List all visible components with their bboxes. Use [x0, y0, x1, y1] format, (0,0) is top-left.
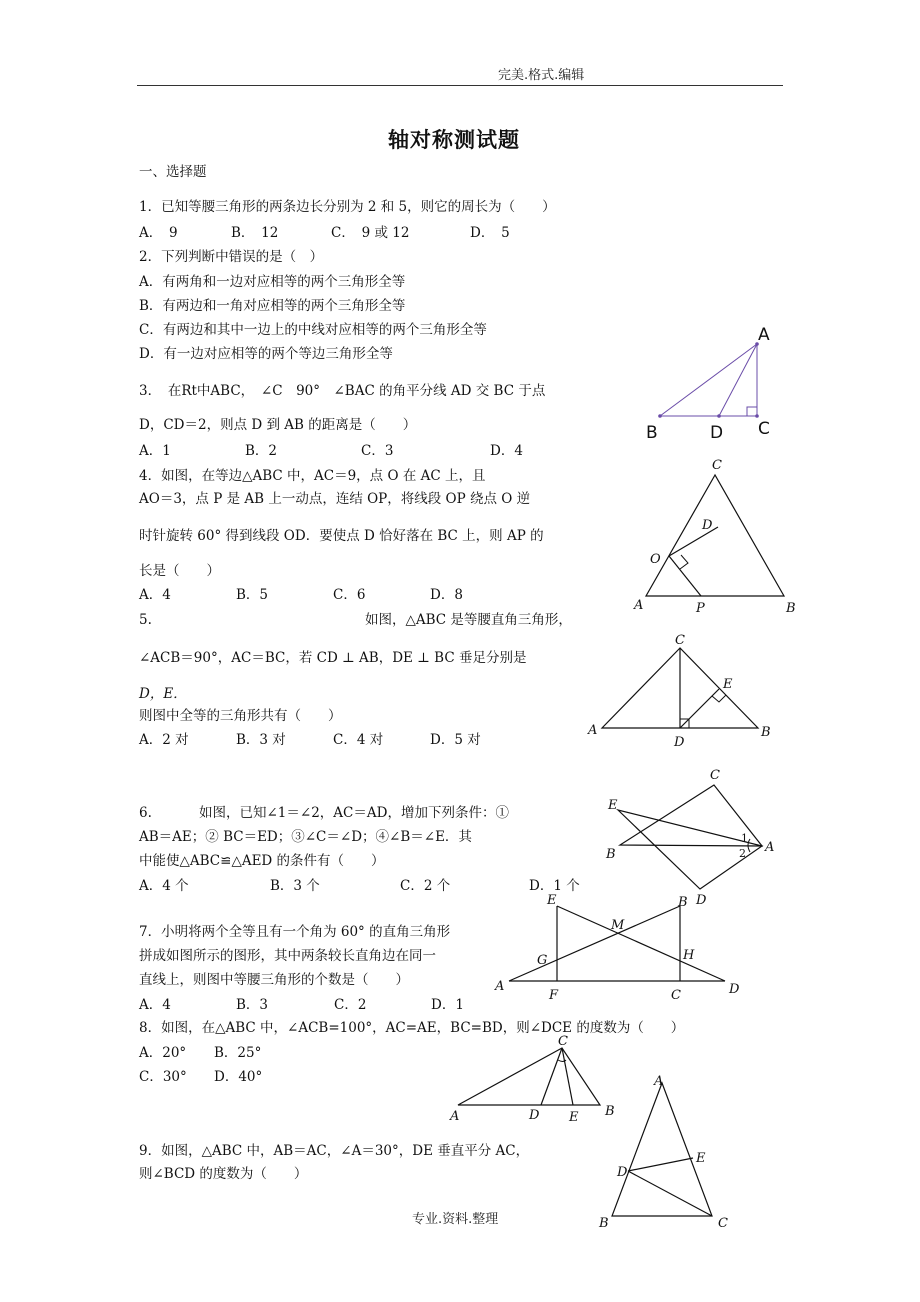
q4-figure: [628, 455, 798, 620]
q1-option-d: D． 5: [470, 225, 510, 241]
q2-option-c: C．有两边和其中一边上的中线对应相等的两个三角形全等: [139, 322, 487, 338]
q9-label-d: D: [617, 1165, 628, 1180]
q7-label-g: G: [537, 953, 548, 968]
q5-option-b: B．3 对: [236, 732, 286, 748]
q4-line1: 4．如图，在等边△ABC 中，AC＝9，点 O 在 AC 上，且: [139, 468, 486, 484]
q7-line2: 拼成如图所示的图形，其中两条较长直角边在同一: [139, 948, 436, 964]
q6-line2: AB＝AE；② BC＝ED；③∠C＝∠D；④∠B＝∠E．其: [139, 829, 472, 845]
q8-option-c: C．30°: [139, 1069, 187, 1085]
q8-option-a: A．20°: [139, 1045, 187, 1061]
q8-stem: 8．如图，在△ABC 中，∠ACB=100°，AC=AE，BC=BD，则∠DCE 的度数为（ ）: [139, 1020, 685, 1036]
q7-line3: 直线上，则图中等腰三角形的个数是（ ）: [139, 972, 409, 988]
q6-option-d: D．1 个: [529, 878, 580, 894]
section-heading: 一、选择题: [139, 164, 207, 180]
q5-label-c: C: [675, 633, 685, 648]
q6-line1: 如图，已知∠1＝∠2，AC＝AD，增加下列条件：①: [199, 805, 509, 821]
q7-option-b: B．3: [236, 997, 269, 1013]
q5-line3: D，E．: [139, 686, 187, 702]
q9-label-a: A: [654, 1074, 664, 1089]
q7-option-d: D．1: [431, 997, 464, 1013]
q7-label-m: M: [611, 918, 625, 933]
q3-label-d: D: [710, 423, 724, 443]
q4-option-c: C．6: [333, 587, 366, 603]
q5-label-b: B: [761, 725, 771, 740]
q4-option-a: A．4: [139, 587, 171, 603]
q7-label-d: D: [729, 982, 740, 997]
q5-line1: 如图，△ABC 是等腰直角三角形，: [365, 612, 572, 628]
q6-label-1: 1: [741, 832, 748, 845]
q9-label-b: B: [599, 1216, 609, 1231]
q8-option-d: D．40°: [214, 1069, 263, 1085]
q3-option-a: A．1: [139, 443, 171, 459]
q5-figure: [584, 630, 784, 750]
q5-label-d: D: [674, 735, 685, 750]
q6-line3: 中能使△ABC≌△AED 的条件有（ ）: [139, 853, 385, 869]
q6-label-2: 2: [739, 847, 746, 860]
header-text: 完美.格式.编辑: [498, 68, 585, 83]
q9-line1: 9．如图，△ABC 中，AB＝AC，∠A＝30°，DE 垂直平分 AC，: [139, 1143, 530, 1159]
q7-label-h: H: [683, 948, 695, 963]
q6-figure: [600, 765, 785, 910]
q3-label-b: B: [646, 423, 658, 443]
q6-label-a: A: [765, 840, 775, 855]
q7-option-c: C．2: [334, 997, 367, 1013]
q8-label-c: C: [558, 1034, 568, 1049]
footer-text: 专业.资料.整理: [412, 1212, 499, 1227]
q7-label-f: F: [549, 988, 559, 1003]
q6-label-b: B: [606, 847, 616, 862]
q5-number: 5.: [139, 612, 152, 628]
q6-label-d: D: [696, 893, 707, 908]
q7-option-a: A．4: [139, 997, 171, 1013]
q4-option-d: D．8: [430, 587, 463, 603]
q7-label-b: B: [678, 895, 688, 910]
q7-figure: [495, 890, 755, 1005]
q8-label-a: A: [450, 1109, 460, 1124]
q6-option-b: B．3 个: [270, 878, 320, 894]
q1-option-c: C． 9 或 12: [331, 225, 410, 241]
q5-line2: ∠ACB＝90°，AC＝BC，若 CD ⊥ AB，DE ⊥ BC 垂足分别是: [139, 650, 527, 666]
q6-label-e: E: [608, 798, 618, 813]
q9-line2: 则∠BCD 的度数为（ ）: [139, 1166, 308, 1182]
q3-option-d: D．4: [490, 443, 523, 459]
q8-label-e: E: [569, 1110, 579, 1125]
q4-label-d: D: [702, 518, 713, 533]
q5-option-a: A．2 对: [139, 732, 189, 748]
q4-label-b: B: [786, 601, 796, 616]
q4-label-a: A: [634, 598, 644, 613]
q3-option-b: B．2: [245, 443, 278, 459]
q1-option-a: A． 9: [139, 225, 178, 241]
q3-option-c: C．3: [361, 443, 394, 459]
q5-label-e: E: [723, 677, 733, 692]
q3-label-a: A: [758, 325, 770, 345]
q1-option-b: B． 12: [231, 225, 279, 241]
q4-line4: 长是（ ）: [139, 563, 220, 579]
q9-figure: [592, 1065, 742, 1235]
q6-option-a: A．4 个: [139, 878, 189, 894]
q7-line1: 7．小明将两个全等且有一个角为 60° 的直角三角形: [139, 924, 451, 940]
q6-number: 6.: [139, 805, 152, 821]
q7-label-e: E: [547, 893, 557, 908]
q8-option-b: B．25°: [214, 1045, 262, 1061]
q6-label-c: C: [710, 768, 720, 783]
q4-label-p: P: [696, 601, 705, 616]
q4-label-c: C: [712, 458, 722, 473]
q7-label-a: A: [495, 979, 505, 994]
q4-label-o: O: [650, 552, 661, 567]
q4-line2: AO＝3，点 P 是 AB 上一动点，连结 OP，将线段 OP 绕点 O 逆: [139, 491, 531, 507]
q9-label-c: C: [718, 1216, 728, 1231]
q3-figure: [640, 320, 790, 445]
header-rule: [137, 85, 783, 86]
q4-line3: 时针旋转 60° 得到线段 OD．要使点 D 恰好落在 BC 上，则 AP 的: [139, 528, 544, 544]
q5-option-d: D．5 对: [430, 732, 481, 748]
q8-label-d: D: [529, 1108, 540, 1123]
q4-option-b: B．5: [236, 587, 269, 603]
q2-stem: 2．下列判断中错误的是（ ）: [139, 249, 324, 265]
q2-option-a: A．有两角和一边对应相等的两个三角形全等: [139, 274, 406, 290]
q3-label-c: C: [758, 419, 770, 439]
q2-option-b: B．有两边和一角对应相等的两个三角形全等: [139, 298, 406, 314]
q9-label-e: E: [696, 1151, 706, 1166]
q5-line4: 则图中全等的三角形共有（ ）: [139, 708, 342, 724]
q6-option-c: C．2 个: [400, 878, 451, 894]
q1-stem: 1．已知等腰三角形的两条边长分别为 2 和 5，则它的周长为（ ）: [139, 199, 556, 215]
q3-line1: 3． 在Rt中ABC， ∠C 90° ∠BAC 的角平分线 AD 交 BC 于点: [139, 383, 546, 399]
page-title: 轴对称测试题: [388, 127, 520, 152]
q8-label-b: B: [605, 1104, 615, 1119]
q2-option-d: D．有一边对应相等的两个等边三角形全等: [139, 346, 393, 362]
q3-line2: D，CD＝2，则点 D 到 AB 的距离是（ ）: [139, 417, 417, 433]
q7-label-c: C: [671, 988, 681, 1003]
q5-label-a: A: [588, 723, 598, 738]
q5-option-c: C．4 对: [333, 732, 384, 748]
